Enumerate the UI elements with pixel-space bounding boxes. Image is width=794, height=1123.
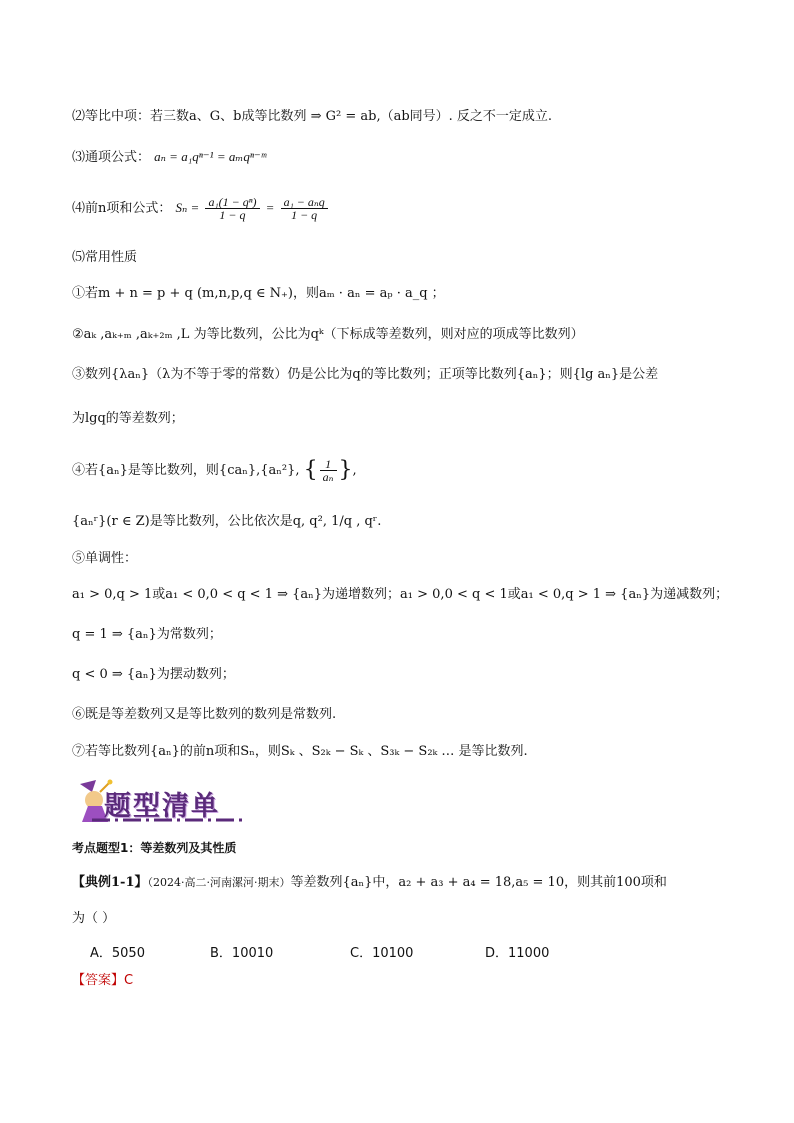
sum-fraction-1 — [205, 196, 259, 221]
reciprocal-fraction — [320, 458, 337, 483]
topic-heading: 考点题型1：等差数列及其性质 — [72, 841, 237, 855]
sum-fraction-2-numerator: a₁ − aₙq — [281, 196, 328, 209]
example-source: （2024·高二·河南漯河·期末） — [147, 876, 291, 889]
option-d: D．11000 — [485, 946, 550, 961]
property-1: ①若m + n = p + q (m,n,p,q ∈ N₊)，则aₘ · aₙ = aₚ · a_q ； — [72, 286, 445, 301]
reciprocal-numerator: 1 — [320, 458, 337, 471]
sum-fraction-2-denominator: 1 − q — [291, 208, 318, 222]
example-line — [72, 876, 667, 889]
geometric-mean-line: ⑵等比中项：若三数a、G、b成等比数列 ⇒ G² = ab,（ab同号）. 反之不一定成立. — [72, 109, 553, 124]
example-tag: 【典例1-1】 — [72, 875, 148, 890]
example-question-end: 为（ ） — [72, 911, 116, 926]
sum-formula-label: ⑷前n项和公式： — [72, 201, 172, 216]
sum-fraction-1-numerator: a₁(1 − qⁿ) — [205, 196, 259, 209]
section-badge — [74, 778, 244, 824]
option-b: B．10010 — [210, 946, 274, 961]
monotonicity-heading: ⑤单调性： — [72, 551, 138, 566]
badge-underline — [92, 818, 242, 822]
sum-formula-lhs: Sₙ = — [175, 200, 200, 215]
property-7: ⑦若等比数列{aₙ}的前n项和Sₙ，则Sₖ 、S₂ₖ − Sₖ 、S₃ₖ − S₂ₖ … 是等比数列. — [72, 744, 528, 759]
option-c: C．10100 — [350, 946, 414, 961]
property-6: ⑥既是等差数列又是等比数列的数列是常数列. — [72, 707, 337, 722]
answer-line — [72, 974, 133, 987]
sum-formula-line: ⑷前n项和公式： Sₙ = $\frac{\text{a₁(1 − qⁿ)}}{1 - q}$ = $\frac{\text{a₁ − aₙq}}{1 - q}$ — [72, 196, 330, 221]
monotonicity-rule-3: q < 0 ⇒ {aₙ}为摆动数列； — [72, 667, 235, 682]
monotonicity-rule-1: a₁ > 0,q > 1或a₁ < 0,0 < q < 1 ⇒ {aₙ}为递增数列；a₁ > 0,0 < q < 1或a₁ < 0,q > 1 ⇒ {aₙ}为递减数列； — [72, 587, 729, 602]
section-badge-title: 题型清单 — [104, 791, 220, 822]
property-3-line-1: ③数列{λaₙ}（λ为不等于零的常数）仍是公比为q的等比数列；正项等比数列{aₙ}；则{lg aₙ}是公差 — [72, 367, 659, 382]
general-term-label: ⑶通项公式： — [72, 150, 151, 165]
property-4-text: ④若{aₙ}是等比数列，则{caₙ},{aₙ²}, — [72, 463, 300, 478]
monotonicity-rule-2: q = 1 ⇒ {aₙ}为常数列； — [72, 627, 222, 642]
property-4-line-1: ④若{aₙ}是等比数列，则{caₙ},{aₙ²}, { $\frac{1}{\text{aₙ}}$ }, — [72, 457, 357, 484]
property-4-line-2: {aₙʳ}(r ∈ Z)是等比数列，公比依次是q, q², 1/q , qʳ. — [72, 514, 382, 529]
option-a: A．5050 — [90, 946, 145, 961]
general-term-formula: aₙ = a₁qⁿ⁻¹ = aₘqⁿ⁻ᵐ — [154, 149, 267, 164]
sum-fraction-1-denominator: 1 − q — [219, 208, 246, 222]
answer-tag: 【答案】 — [72, 973, 125, 988]
answer-value: C — [124, 973, 134, 988]
general-term-line — [72, 150, 266, 164]
sum-fraction-2 — [281, 196, 328, 221]
common-properties-heading: ⑸常用性质 — [72, 250, 138, 265]
example-question: 等差数列{aₙ}中，a₂ + a₃ + a₄ = 18,a₅ = 10，则其前100项和 — [290, 875, 667, 890]
reciprocal-denominator: aₙ — [322, 470, 334, 484]
property-3-line-2: 为lgq的等差数列； — [72, 411, 184, 426]
property-2: ②aₖ ,aₖ₊ₘ ,aₖ₊₂ₘ ,L 为等比数列，公比为qᵏ（下标成等差数列，则对应的项成等比数列） — [72, 327, 584, 342]
